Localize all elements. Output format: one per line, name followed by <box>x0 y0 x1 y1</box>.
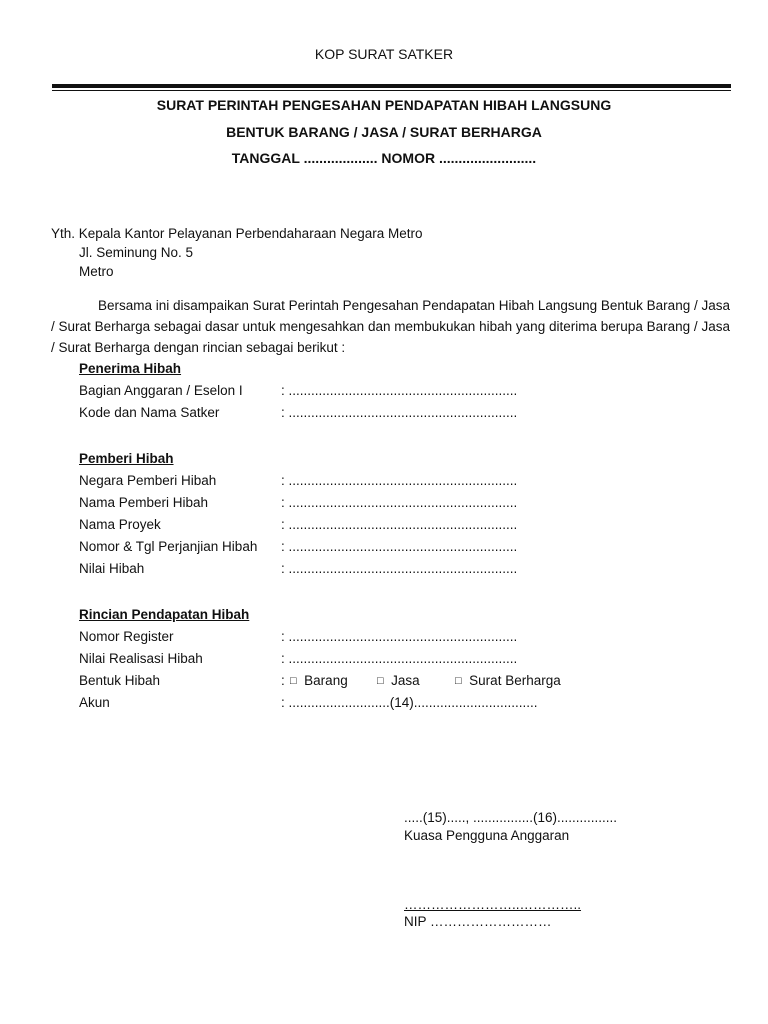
body-paragraph: Bersama ini disampaikan Surat Perintah Pengesahan Pendapatan Hibah Langsung Bentuk Barang / Jasa / Surat Berharga sebagai dasar untuk mengesahkan dan membukukan hibah yang diterima berupa Barang / Jasa / Surat Berharga dengan rincian sebagai berikut : <box>51 298 730 355</box>
signature-nip: NIP ……………………… <box>404 914 552 929</box>
option-barang <box>290 673 348 688</box>
document-title: SURAT PERINTAH PENGESAHAN PENDAPATAN HIBAH LANGSUNG <box>156 97 612 113</box>
field-label: Kode dan Nama Satker <box>79 405 220 420</box>
checkbox-icon: □ <box>290 675 297 687</box>
field-label: Nilai Hibah <box>79 561 145 576</box>
addressee-street: Jl. Seminung No. 5 <box>79 245 194 260</box>
document-subtitle: BENTUK BARANG / JASA / SURAT BERHARGA <box>226 124 542 140</box>
field-label: Nama Pemberi Hibah <box>79 495 209 510</box>
field-value: : ............................................................. <box>281 651 518 666</box>
letterhead-label: KOP SURAT SATKER <box>314 46 454 62</box>
field-value: : ............................................................. <box>281 405 518 420</box>
section-heading-rincian: Rincian Pendapatan Hibah <box>79 607 250 622</box>
field-value: : ............................................................. <box>281 539 518 554</box>
document-date-number: TANGGAL ................... NOMOR ......................... <box>231 150 537 166</box>
signature-place-date: .....(15)....., ................(16)................ <box>404 810 618 825</box>
option-jasa <box>377 673 420 688</box>
checkbox-icon: □ <box>455 675 462 687</box>
section-heading-pemberi: Pemberi Hibah <box>79 451 174 466</box>
field-value: : ............................................................. <box>281 517 518 532</box>
field-label: Nilai Realisasi Hibah <box>79 651 203 666</box>
addressee-line: Yth. Kepala Kantor Pelayanan Perbendaharaan Negara Metro <box>51 226 423 241</box>
option-label: Barang <box>304 673 348 688</box>
field-label: Negara Pemberi Hibah <box>79 473 217 488</box>
field-label: Nomor Register <box>79 629 174 644</box>
field-value: : ............................................................. <box>281 561 518 576</box>
field-value: : ............................................................. <box>281 473 518 488</box>
field-value: : ............................................................. <box>281 495 518 510</box>
field-label: Bagian Anggaran / Eselon I <box>79 383 243 398</box>
field-colon: : <box>281 673 285 688</box>
signature-role: Kuasa Pengguna Anggaran <box>404 828 570 843</box>
checkbox-icon: □ <box>377 675 384 687</box>
letterhead-thin-rule <box>52 90 731 91</box>
addressee-city: Metro <box>79 264 114 279</box>
field-value: : ...........................(14)................................. <box>281 695 538 710</box>
field-label: Nomor & Tgl Perjanjian Hibah <box>79 539 258 554</box>
field-label: Nama Proyek <box>79 517 161 532</box>
section-heading-penerima: Penerima Hibah <box>79 361 182 376</box>
field-value: : ............................................................. <box>281 629 518 644</box>
option-surat-berharga <box>455 673 561 688</box>
letterhead-thick-rule <box>52 84 731 88</box>
field-value: : ............................................................. <box>281 383 518 398</box>
option-label: Jasa <box>391 673 420 688</box>
field-label: Bentuk Hibah <box>79 673 161 688</box>
signature-name-line: ……………………..………….. <box>404 897 582 912</box>
field-label: Akun <box>79 695 110 710</box>
option-label: Surat Berharga <box>469 673 561 688</box>
